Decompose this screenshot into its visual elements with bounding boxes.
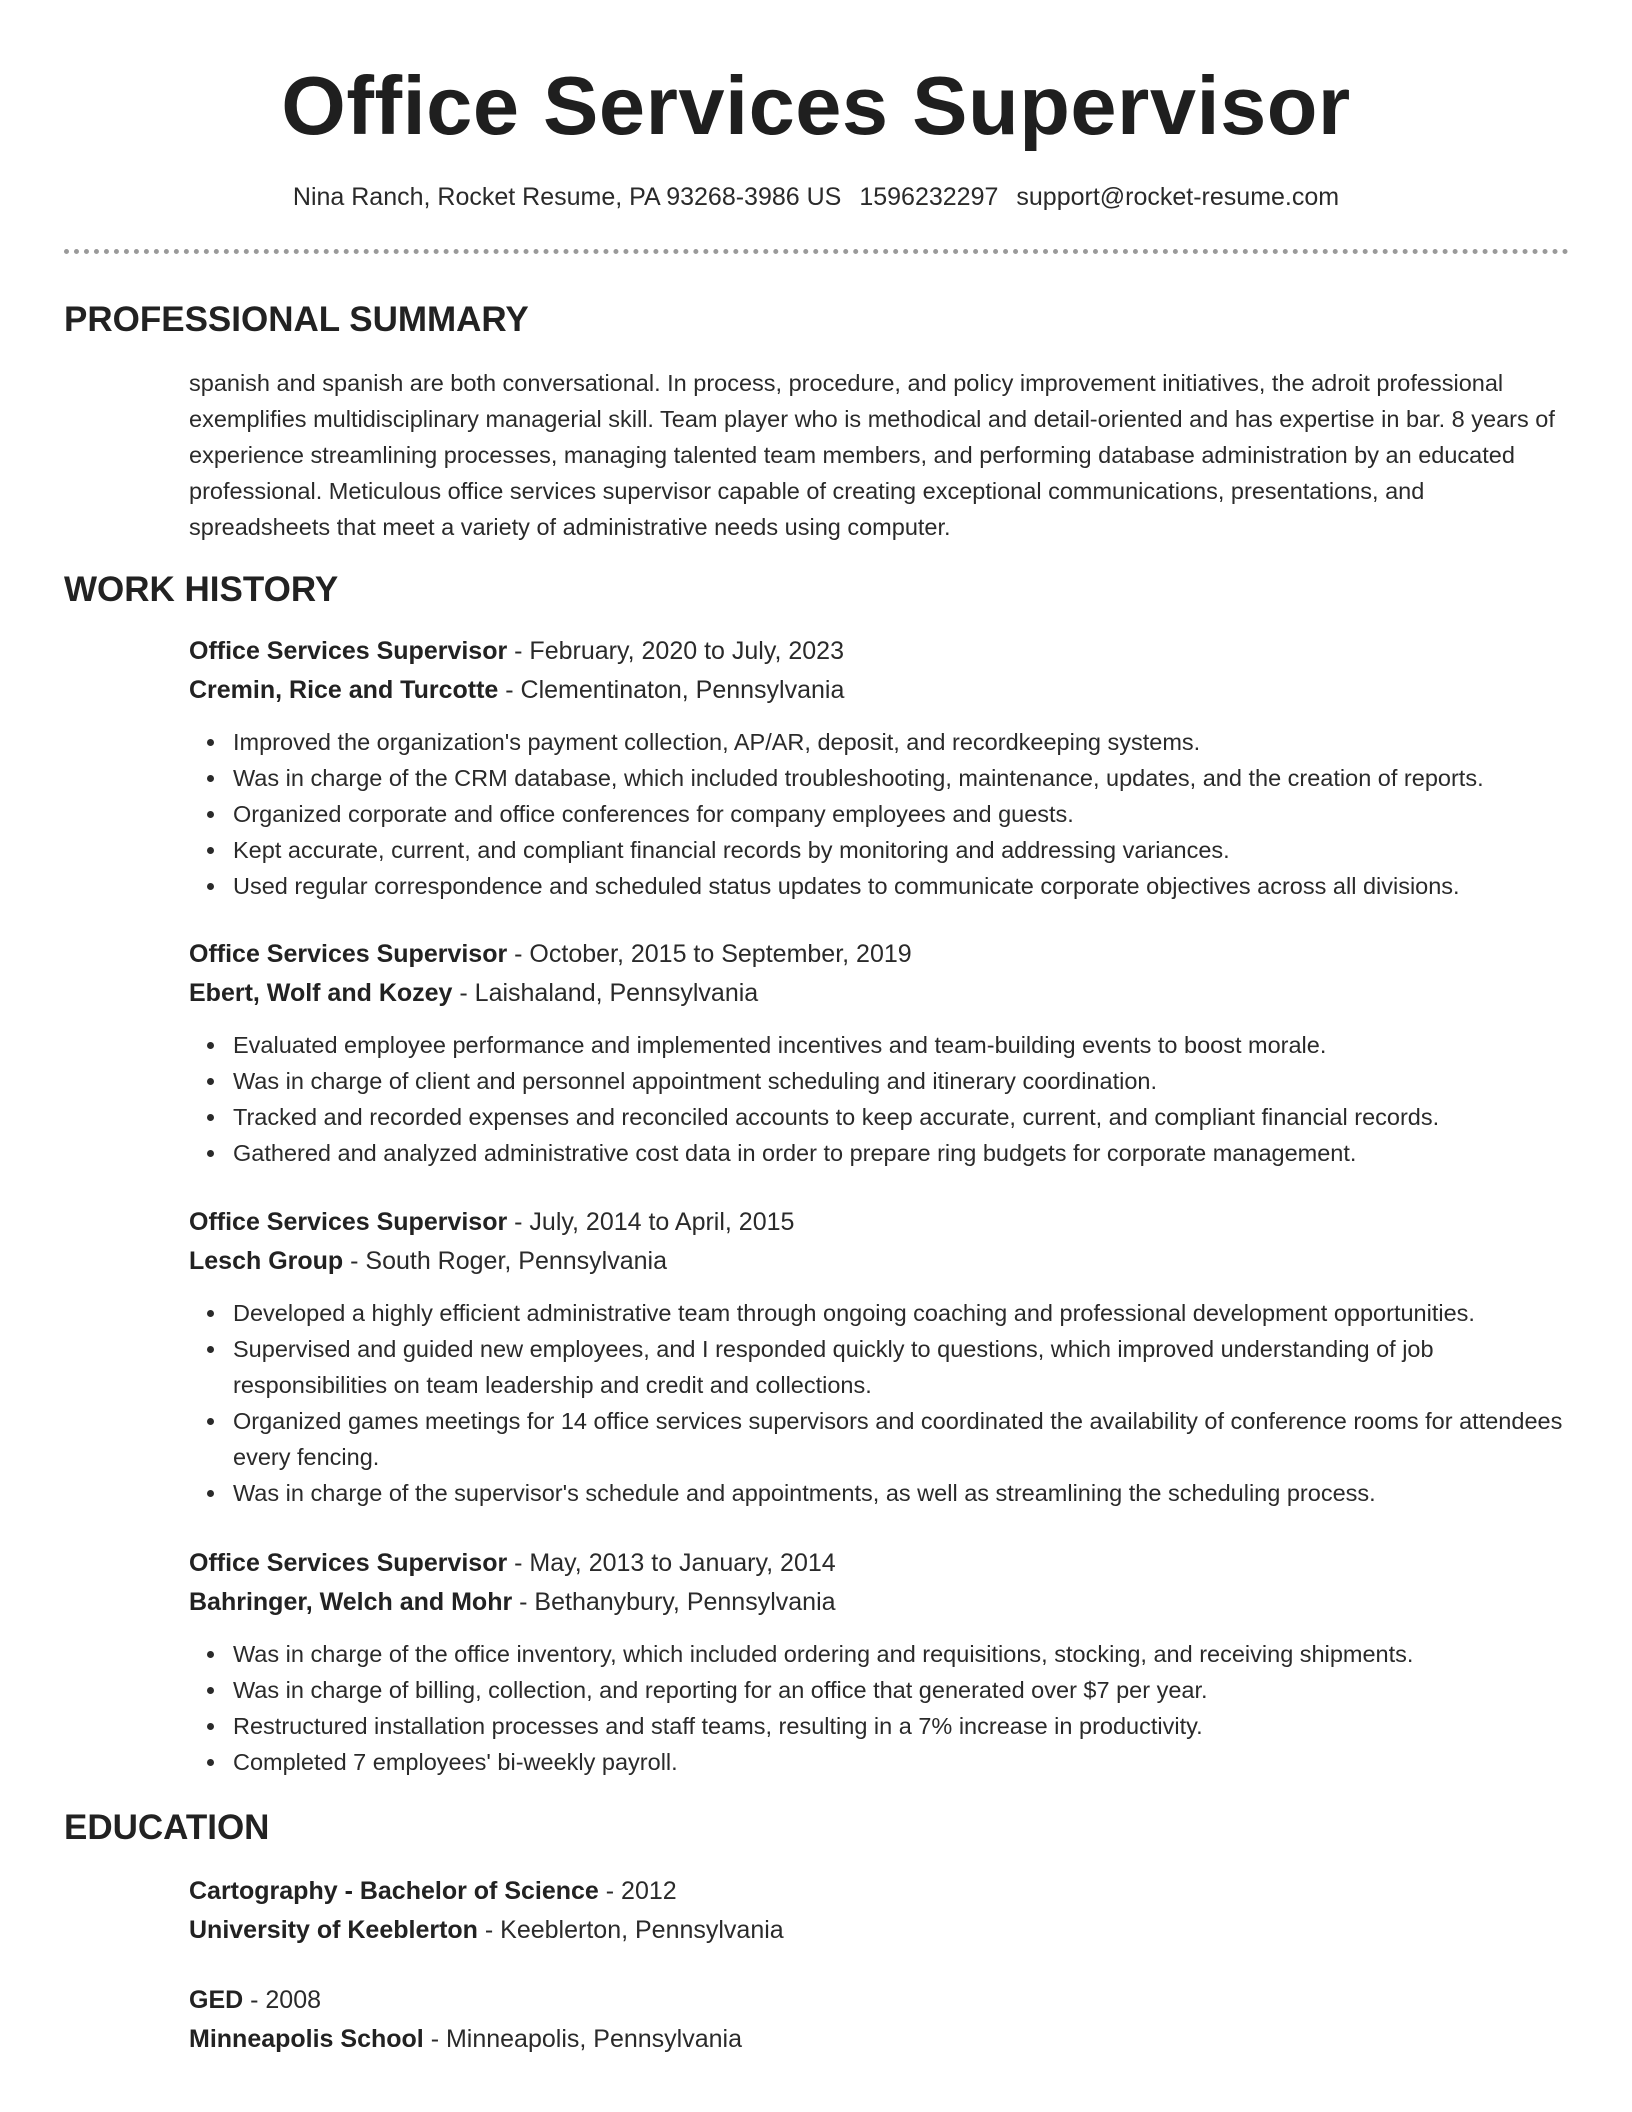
job-title-line: [189, 1205, 1569, 1239]
education-location: - Minneapolis, Pennsylvania: [423, 2025, 742, 2053]
job-entry: [189, 1205, 1569, 1511]
job-location: - Laishaland, Pennsylvania: [452, 979, 759, 1007]
job-bullet: Used regular correspondence and scheduled status updates to communicate corporate objectives across all divisions.: [189, 868, 1569, 904]
job-bullets: [189, 724, 1569, 904]
job-location: - Bethanybury, Pennsylvania: [512, 1588, 836, 1616]
job-location: - Clementinaton, Pennsylvania: [498, 676, 845, 704]
job-bullet: Evaluated employee performance and implemented incentives and team-building events to boost morale.: [189, 1027, 1569, 1063]
job-company-line: [189, 1585, 1569, 1619]
summary-text: spanish and spanish are both conversational. In process, procedure, and policy improvement initiatives, the adroit professional exemplifies multidisciplinary managerial skill. Team player who is methodical and detail-oriented and has expertise in bar. 8 years of experience streamlining processes, managing talented team members, and performing database administration by an educated professional. Meticulous office services supervisor capable of creating exceptional communications, presentations, and spreadsheets that meet a variety of administrative needs using computer.: [189, 370, 1555, 540]
contact-phone: 1596232297: [859, 183, 999, 211]
job-title-line: [189, 634, 1569, 668]
contact-address: Nina Ranch, Rocket Resume, PA 93268-3986 US: [292, 183, 842, 211]
education-degree: GED: [189, 1986, 244, 2014]
job-bullets: [189, 1295, 1569, 1511]
job-bullet: Was in charge of client and personnel appointment scheduling and itinerary coordination.: [189, 1063, 1569, 1099]
job-entry: [189, 634, 1569, 904]
education-degree-line: [189, 1983, 1569, 2017]
job-bullet: Organized games meetings for 14 office services supervisors and coordinated the availability of conference rooms for attendees every fencing.: [189, 1403, 1569, 1475]
job-entry: [189, 1546, 1569, 1780]
education-degree: Cartography - Bachelor of Science: [189, 1877, 599, 1905]
job-bullet: Completed 7 employees' bi-weekly payroll.: [189, 1744, 1569, 1780]
education-year: - 2008: [243, 1986, 322, 2014]
education-school: University of Keeblerton: [189, 1916, 478, 1944]
job-bullet: Restructured installation processes and staff teams, resulting in a 7% increase in productivity.: [189, 1708, 1569, 1744]
education-degree-line: [189, 1874, 1569, 1908]
job-title: Office Services Supervisor: [189, 1208, 508, 1236]
job-bullet: Kept accurate, current, and compliant financial records by monitoring and addressing variances.: [189, 832, 1569, 868]
education-location: - Keeblerton, Pennsylvania: [477, 1916, 784, 1944]
job-title-line: [189, 1546, 1569, 1580]
job-bullet: Gathered and analyzed administrative cost data in order to prepare ring budgets for corporate management.: [189, 1135, 1569, 1171]
job-bullet: Improved the organization's payment collection, AP/AR, deposit, and recordkeeping systems.: [189, 724, 1569, 760]
resume-name-heading: Office Services Supervisor: [281, 59, 1351, 152]
job-dates: - February, 2020 to July, 2023: [507, 637, 844, 665]
education-school-line: [189, 2022, 1569, 2056]
education-entry: [189, 1983, 1569, 2056]
job-bullets: [189, 1027, 1569, 1171]
job-company-line: [189, 1244, 1569, 1278]
job-company-line: [189, 673, 1569, 707]
job-title: Office Services Supervisor: [189, 637, 508, 665]
job-bullet: Organized corporate and office conferences for company employees and guests.: [189, 796, 1569, 832]
job-bullet: Tracked and recorded expenses and reconciled accounts to keep accurate, current, and compliant financial records.: [189, 1099, 1569, 1135]
job-title-line: [189, 937, 1569, 971]
job-bullet: Developed a highly efficient administrative team through ongoing coaching and professional development opportunities.: [189, 1295, 1569, 1331]
education-entry: [189, 1874, 1569, 1947]
job-bullet: Was in charge of the office inventory, which included ordering and requisitions, stocking, and receiving shipments.: [189, 1636, 1569, 1672]
job-company: Bahringer, Welch and Mohr: [189, 1588, 513, 1616]
job-entry: [189, 937, 1569, 1171]
section-title-work-history: WORK HISTORY: [64, 570, 339, 609]
job-bullet: Was in charge of the supervisor's schedule and appointments, as well as streamlining the scheduling process.: [189, 1475, 1569, 1511]
job-title: Office Services Supervisor: [189, 1549, 508, 1577]
job-bullets: [189, 1636, 1569, 1780]
job-dates: - May, 2013 to January, 2014: [507, 1549, 836, 1577]
education-school: Minneapolis School: [189, 2025, 424, 2053]
education-year: - 2012: [598, 1877, 677, 1905]
section-title-summary: PROFESSIONAL SUMMARY: [64, 300, 529, 339]
job-bullet: Was in charge of billing, collection, and reporting for an office that generated over $7 per year.: [189, 1672, 1569, 1708]
job-location: - South Roger, Pennsylvania: [343, 1247, 667, 1275]
job-company: Cremin, Rice and Turcotte: [189, 676, 499, 704]
job-title: Office Services Supervisor: [189, 940, 508, 968]
job-company-line: [189, 976, 1569, 1010]
job-company: Ebert, Wolf and Kozey: [189, 979, 453, 1007]
job-company: Lesch Group: [189, 1247, 344, 1275]
job-bullet: Was in charge of the CRM database, which included troubleshooting, maintenance, updates, and the creation of reports.: [189, 760, 1569, 796]
section-title-education: EDUCATION: [64, 1808, 270, 1847]
contact-line: [0, 180, 1632, 214]
education-school-line: [189, 1913, 1569, 1947]
header-divider: [64, 249, 1569, 254]
job-bullet: Supervised and guided new employees, and I responded quickly to questions, which improved understanding of job responsibilities on team leadership and credit and collections.: [189, 1331, 1569, 1403]
job-dates: - October, 2015 to September, 2019: [507, 940, 912, 968]
contact-email[interactable]: support@rocket-resume.com: [1016, 183, 1340, 211]
job-dates: - July, 2014 to April, 2015: [507, 1208, 795, 1236]
